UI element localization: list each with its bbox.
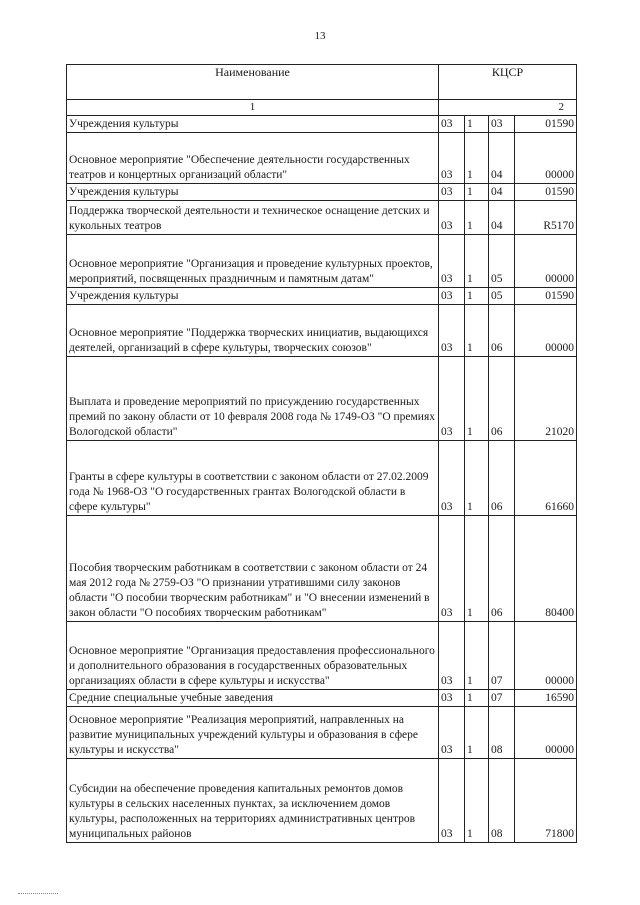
row-code-subprogram: 1 bbox=[465, 201, 489, 235]
row-code-direction: 61660 bbox=[515, 441, 577, 516]
table-row bbox=[67, 288, 577, 305]
row-code-section: 03 bbox=[439, 201, 465, 235]
row-code-activity: 05 bbox=[489, 235, 515, 288]
row-code-activity: 06 bbox=[489, 441, 515, 516]
column-number-1: 1 bbox=[67, 100, 439, 116]
table-row bbox=[67, 305, 577, 357]
row-code-subprogram: 1 bbox=[465, 759, 489, 843]
row-name: Основное мероприятие "Поддержка творческих инициатив, выдающихся деятелей, организаций в сфере культуры, творческих союзов" bbox=[67, 305, 439, 357]
row-name: Основное мероприятие "Организация предоставления профессионального и дополнительного образования в государственных образовательных организациях области в сфере культуры и искусства" bbox=[67, 622, 439, 690]
row-code-direction: 01590 bbox=[515, 116, 577, 133]
row-name: Средние специальные учебные заведения bbox=[67, 690, 439, 707]
row-code-section: 03 bbox=[439, 116, 465, 133]
row-name: Основное мероприятие "Обеспечение деятельности государственных театров и концертных организаций области" bbox=[67, 133, 439, 184]
row-code-activity: 03 bbox=[489, 116, 515, 133]
row-code-subprogram: 1 bbox=[465, 288, 489, 305]
header-code: КЦСР bbox=[439, 65, 577, 100]
row-code-subprogram: 1 bbox=[465, 441, 489, 516]
row-name: Субсидии на обеспечение проведения капитальных ремонтов домов культуры в сельских населенных пунктах, за исключением домов культуры, расположенных на территориях административных центров муниципальных районов bbox=[67, 759, 439, 843]
row-name: Основное мероприятие "Реализация мероприятий, направленных на развитие муниципальных учреждений культуры и образования в сфере культуры и искусства" bbox=[67, 707, 439, 759]
row-code-direction: 01590 bbox=[515, 288, 577, 305]
row-name: Поддержка творческой деятельности и техническое оснащение детских и кукольных театров bbox=[67, 201, 439, 235]
table-row bbox=[67, 116, 577, 133]
row-code-subprogram: 1 bbox=[465, 516, 489, 622]
row-code-direction: 21020 bbox=[515, 357, 577, 441]
row-code-section: 03 bbox=[439, 622, 465, 690]
row-code-subprogram: 1 bbox=[465, 305, 489, 357]
table-row bbox=[67, 516, 577, 622]
row-code-direction: 00000 bbox=[515, 622, 577, 690]
row-code-section: 03 bbox=[439, 441, 465, 516]
header-name: Наименование bbox=[67, 65, 439, 100]
row-code-subprogram: 1 bbox=[465, 622, 489, 690]
row-code-section: 03 bbox=[439, 184, 465, 201]
row-name: Учреждения культуры bbox=[67, 288, 439, 305]
row-code-direction: 01590 bbox=[515, 184, 577, 201]
row-name: Учреждения культуры bbox=[67, 184, 439, 201]
table-row bbox=[67, 235, 577, 288]
row-code-section: 03 bbox=[439, 707, 465, 759]
row-code-section: 03 bbox=[439, 133, 465, 184]
row-code-activity: 06 bbox=[489, 357, 515, 441]
row-code-direction: 00000 bbox=[515, 133, 577, 184]
row-code-activity: 04 bbox=[489, 133, 515, 184]
row-code-section: 03 bbox=[439, 690, 465, 707]
table-row bbox=[67, 133, 577, 184]
table-row bbox=[67, 707, 577, 759]
row-code-direction: 16590 bbox=[515, 690, 577, 707]
table-row bbox=[67, 357, 577, 441]
row-code-activity: 08 bbox=[489, 759, 515, 843]
row-code-subprogram: 1 bbox=[465, 116, 489, 133]
row-code-subprogram: 1 bbox=[465, 357, 489, 441]
row-code-activity: 08 bbox=[489, 707, 515, 759]
row-name: Выплата и проведение мероприятий по присуждению государственных премий по закону области от 10 февраля 2008 года № 1749-ОЗ "О премиях Вологодской области" bbox=[67, 357, 439, 441]
row-code-direction: 71800 bbox=[515, 759, 577, 843]
row-code-section: 03 bbox=[439, 288, 465, 305]
row-code-activity: 04 bbox=[489, 184, 515, 201]
row-code-activity: 06 bbox=[489, 516, 515, 622]
row-name: Пособия творческим работникам в соответствии с законом области от 24 мая 2012 года № 2759-ОЗ "О признании утратившими силу законов области "О пособии творческим работникам" и "О внесении изменений в закон области "О пособиях творческим работникам" bbox=[67, 516, 439, 622]
row-code-direction: R5170 bbox=[515, 201, 577, 235]
row-code-section: 03 bbox=[439, 305, 465, 357]
column-number-2: 2 bbox=[439, 100, 577, 116]
row-code-subprogram: 1 bbox=[465, 184, 489, 201]
row-code-direction: 00000 bbox=[515, 235, 577, 288]
row-name: Основное мероприятие "Организация и проведение культурных проектов, мероприятий, посвященных праздничным и памятным датам" bbox=[67, 235, 439, 288]
table-row bbox=[67, 184, 577, 201]
row-code-activity: 06 bbox=[489, 305, 515, 357]
row-name: Учреждения культуры bbox=[67, 116, 439, 133]
column-number-row bbox=[67, 100, 577, 116]
row-code-subprogram: 1 bbox=[465, 707, 489, 759]
row-code-section: 03 bbox=[439, 759, 465, 843]
row-code-section: 03 bbox=[439, 357, 465, 441]
row-code-section: 03 bbox=[439, 235, 465, 288]
table-row bbox=[67, 441, 577, 516]
row-name: Гранты в сфере культуры в соответствии с законом области от 27.02.2009 года № 1968-ОЗ "О государственных грантах Вологодской области в сфере культуры" bbox=[67, 441, 439, 516]
row-code-activity: 07 bbox=[489, 622, 515, 690]
row-code-subprogram: 1 bbox=[465, 133, 489, 184]
row-code-direction: 00000 bbox=[515, 305, 577, 357]
row-code-activity: 05 bbox=[489, 288, 515, 305]
table-row bbox=[67, 622, 577, 690]
row-code-activity: 07 bbox=[489, 690, 515, 707]
budget-classification-table bbox=[66, 64, 577, 843]
row-code-direction: 00000 bbox=[515, 707, 577, 759]
row-code-direction: 80400 bbox=[515, 516, 577, 622]
table-row bbox=[67, 690, 577, 707]
row-code-activity: 04 bbox=[489, 201, 515, 235]
table-header-row bbox=[67, 65, 577, 100]
page-number: 13 bbox=[314, 30, 326, 42]
row-code-subprogram: 1 bbox=[465, 235, 489, 288]
row-code-section: 03 bbox=[439, 516, 465, 622]
footer-divider bbox=[18, 893, 58, 895]
row-code-subprogram: 1 bbox=[465, 690, 489, 707]
table-row bbox=[67, 759, 577, 843]
table-row bbox=[67, 201, 577, 235]
